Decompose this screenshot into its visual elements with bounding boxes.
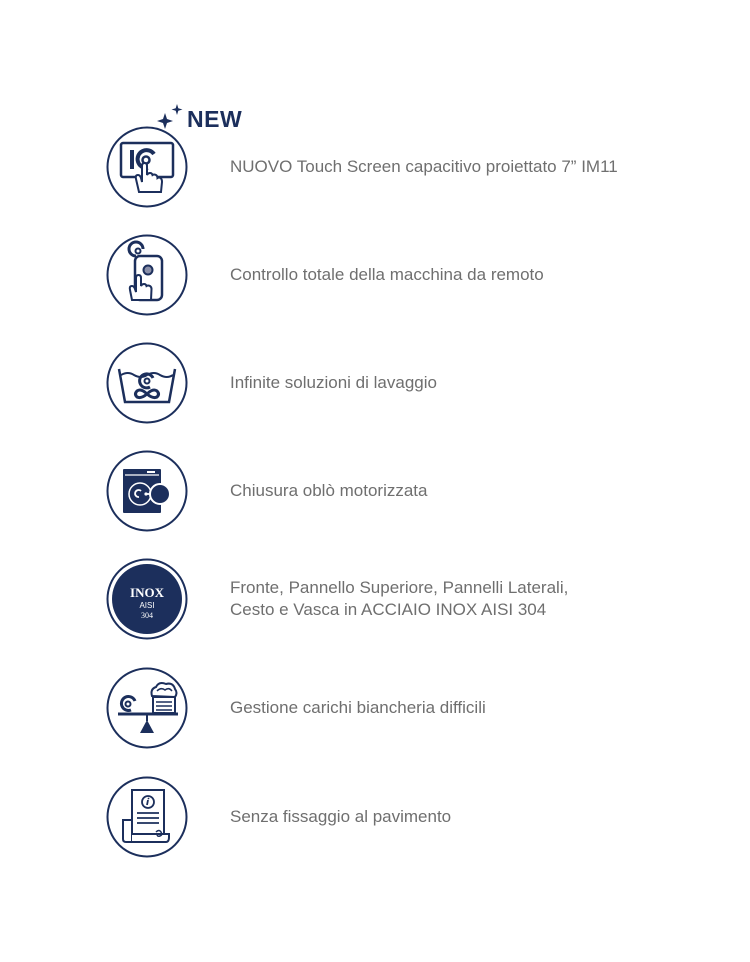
feature-no-floor-fixing (106, 775, 706, 859)
motorized-door-lock-icon (106, 450, 188, 532)
feature-text-line: Chiusura oblò motorizzata (230, 481, 428, 500)
feature-text-line: Senza fissaggio al pavimento (230, 807, 452, 826)
aisi-label: AISI (139, 601, 155, 610)
new-label: NEW (187, 105, 243, 132)
wash-basin-icon (106, 342, 188, 424)
remote-control-smartphone-icon (106, 234, 188, 316)
touch-screen-icon (106, 126, 188, 208)
feature-difficult-loads (106, 666, 706, 750)
inox-aisi-304-icon (106, 558, 188, 640)
feature-door-lock (106, 449, 706, 533)
inox-label: INOX (130, 585, 164, 600)
feature-text-line: Infinite soluzioni di lavaggio (230, 373, 437, 392)
feature-washing-solutions (106, 341, 706, 425)
grade-304-label: 304 (141, 611, 153, 620)
feature-touch-screen (106, 125, 706, 209)
feature-text-line-2: Cesto e Vasca in ACCIAIO INOX AISI 304 (230, 600, 547, 619)
laundry-load-balance-icon (106, 667, 188, 749)
feature-stainless-steel (106, 557, 706, 641)
feature-text-line: Controllo totale della macchina da remoto (230, 265, 544, 284)
feature-text-line-1: Fronte, Pannello Superiore, Pannelli Laterali, (230, 578, 569, 597)
document-info-icon (106, 776, 188, 858)
feature-remote-control (106, 233, 706, 317)
feature-text-line: NUOVO Touch Screen capacitivo proiettato 7” IM11 (230, 157, 618, 176)
feature-text-line: Gestione carichi biancheria difficili (230, 698, 486, 717)
